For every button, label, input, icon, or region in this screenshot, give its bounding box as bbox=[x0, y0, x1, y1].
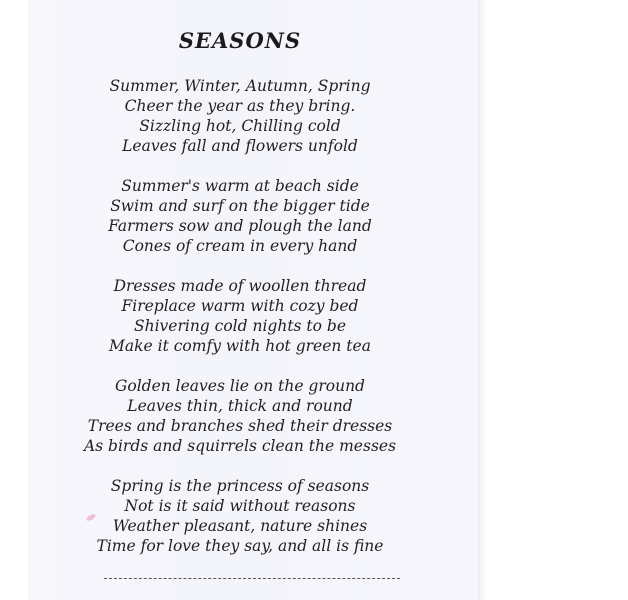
poem-line: Golden leaves lie on the ground bbox=[115, 377, 365, 395]
poem-line: Farmers sow and plough the land bbox=[108, 217, 372, 235]
poem-line: Weather pleasant, nature shines bbox=[112, 517, 368, 535]
poem-line: Fireplace warm with cozy bed bbox=[121, 297, 359, 315]
poem-line: Leaves fall and flowers unfold bbox=[122, 137, 358, 155]
poem-line: Trees and branches shed their dresses bbox=[87, 417, 393, 435]
poem-body bbox=[0, 76, 480, 576]
stanza-3 bbox=[0, 276, 480, 356]
poem-line: Leaves thin, thick and round bbox=[127, 397, 353, 415]
poem-line: Cones of cream in every hand bbox=[122, 237, 358, 255]
poem-line: Make it comfy with hot green tea bbox=[109, 337, 371, 355]
stanza-2 bbox=[0, 176, 480, 256]
poem-title: SEASONS bbox=[178, 28, 302, 53]
poem-line: Summer, Winter, Autumn, Spring bbox=[109, 77, 371, 95]
poem-line: Sizzling hot, Chilling cold bbox=[139, 117, 341, 135]
poem-line: As birds and squirrels clean the messes bbox=[83, 437, 397, 455]
poem-line: Swim and surf on the bigger tide bbox=[110, 197, 370, 215]
poem-line: Cheer the year as they bring. bbox=[124, 97, 356, 115]
poem-line: Time for love they say, and all is fine bbox=[96, 537, 384, 555]
stanza-1 bbox=[0, 76, 480, 156]
dashed-divider bbox=[104, 578, 400, 579]
stanza-4 bbox=[0, 376, 480, 456]
poem-line: Shivering cold nights to be bbox=[133, 317, 347, 335]
stanza-5 bbox=[0, 476, 480, 556]
poem-line: Spring is the princess of seasons bbox=[110, 477, 370, 495]
poem-line: Not is it said without reasons bbox=[124, 497, 356, 515]
poem-line: Summer's warm at beach side bbox=[121, 177, 359, 195]
poem-line: Dresses made of woollen thread bbox=[113, 277, 367, 295]
